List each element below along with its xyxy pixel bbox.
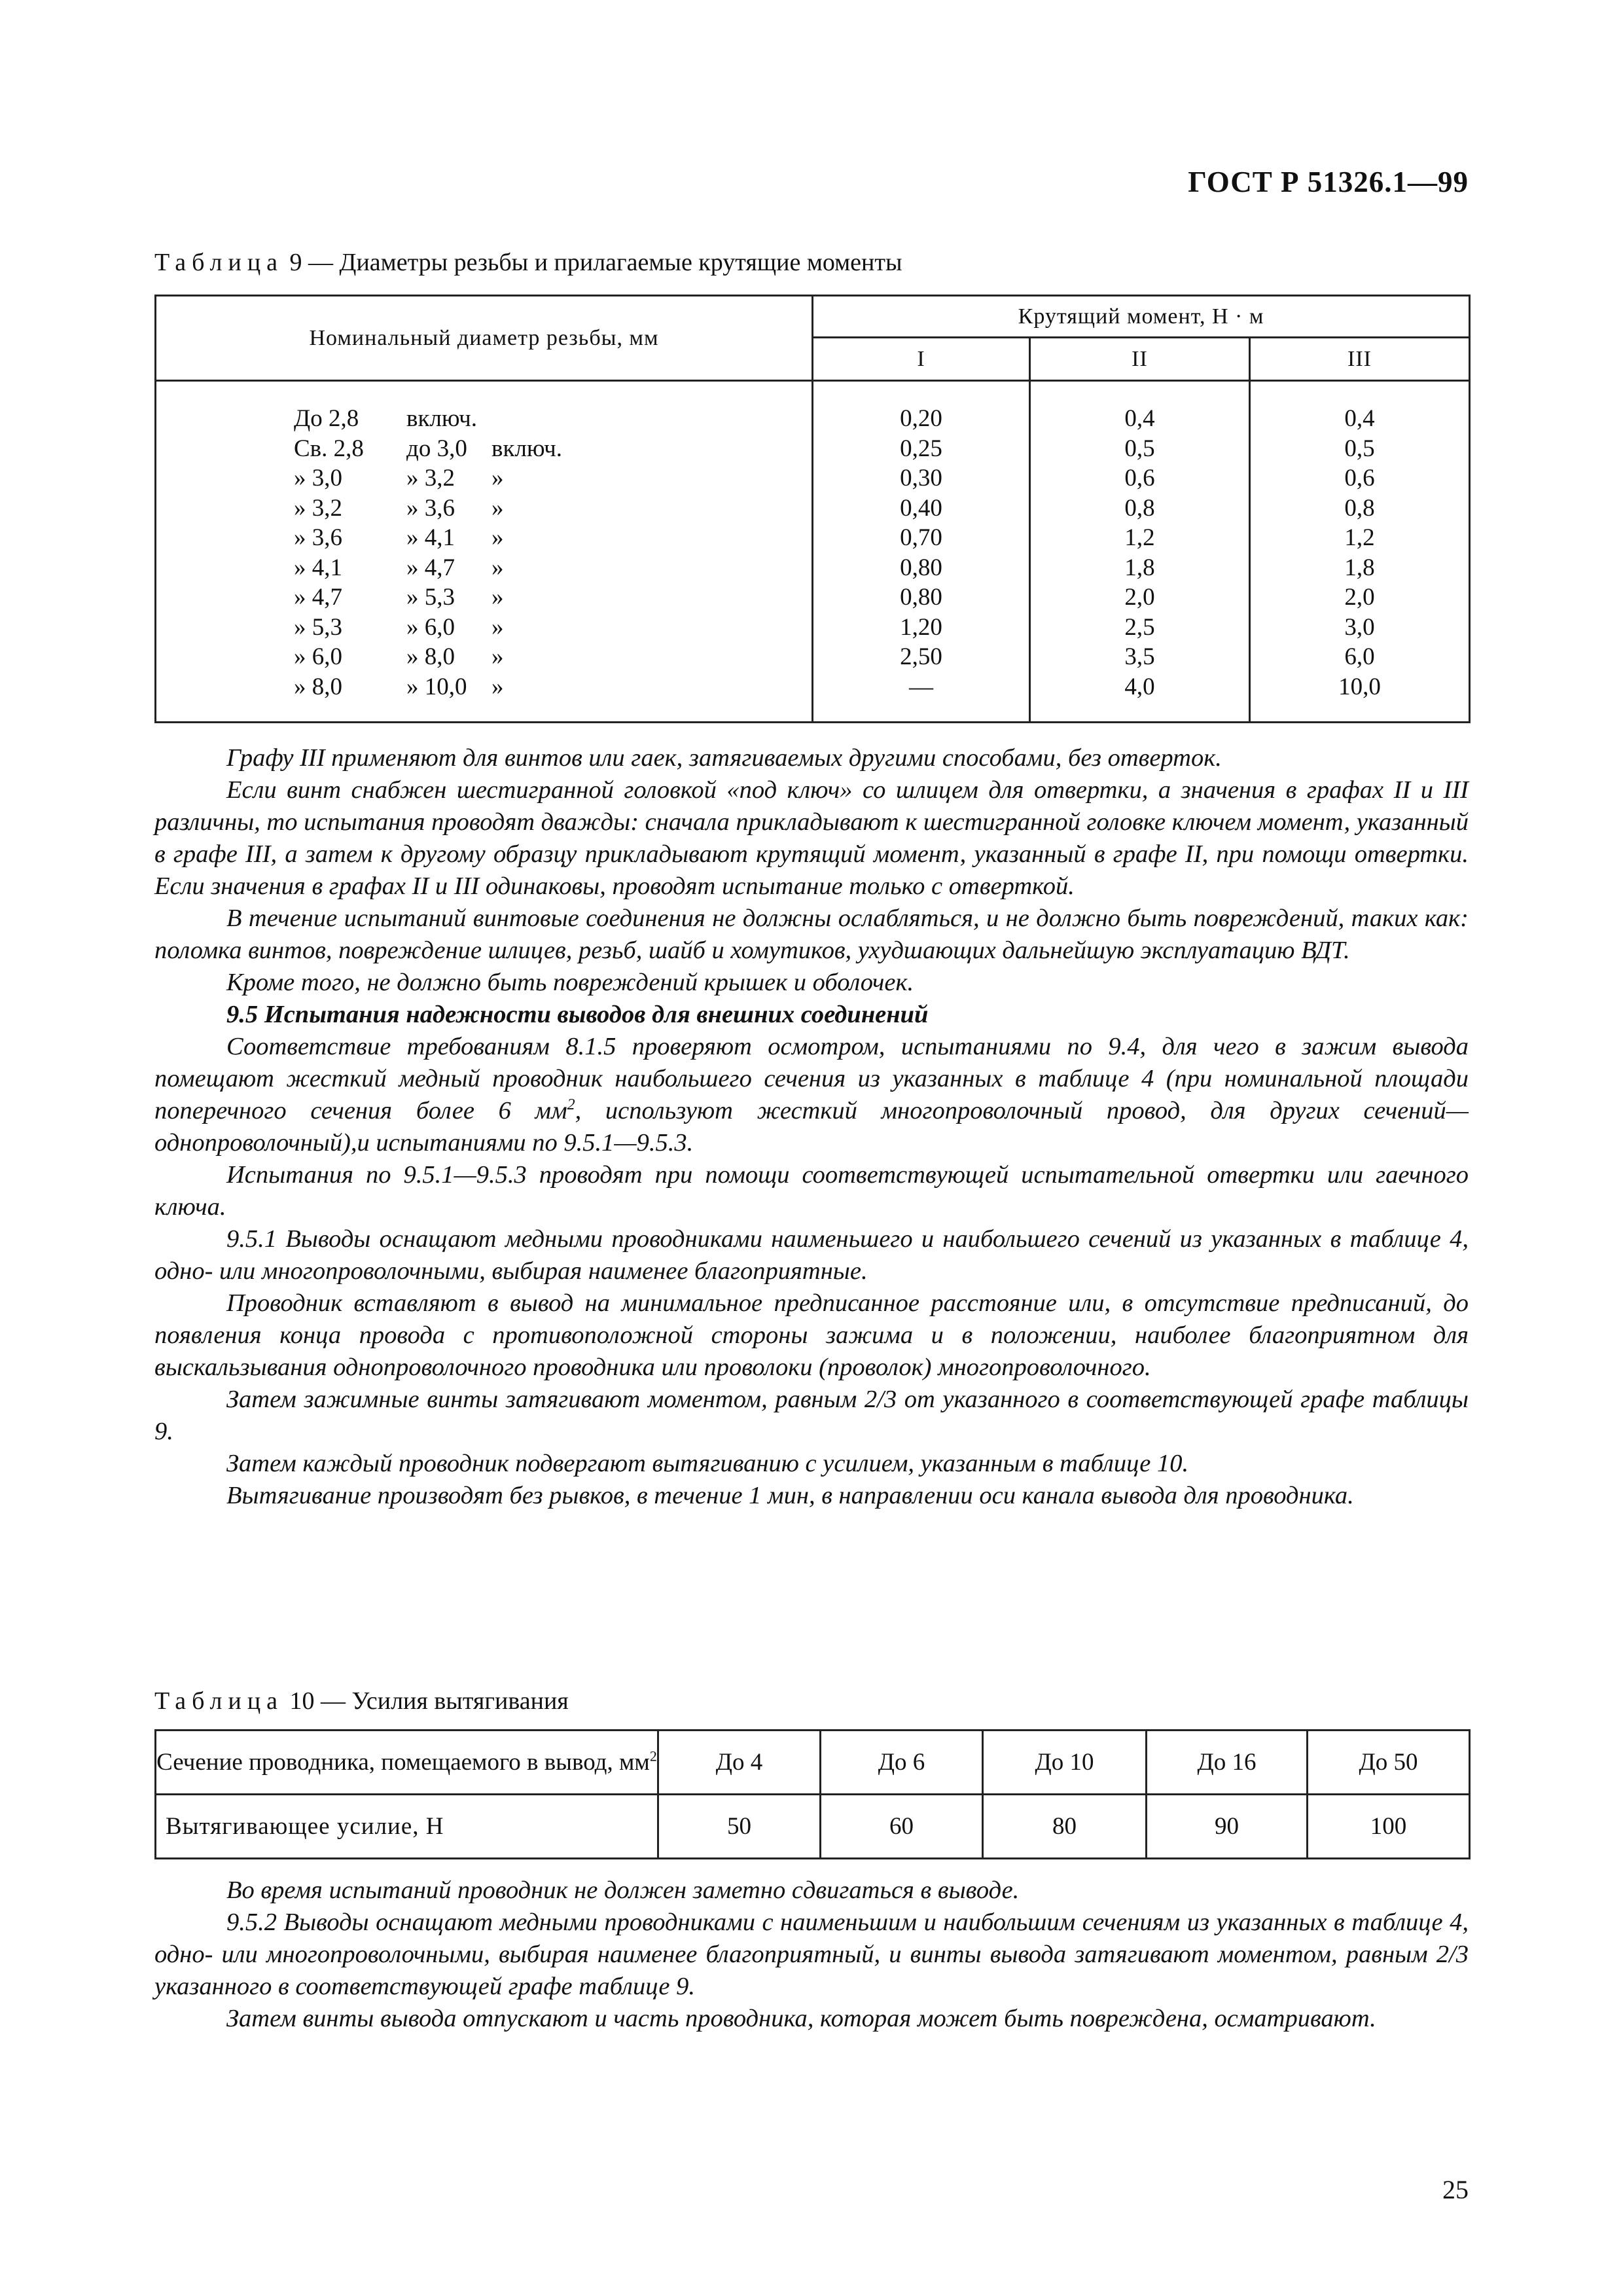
torque-value: 3,0	[1344, 613, 1375, 641]
table10-section-cell: До 10	[983, 1731, 1147, 1795]
torque-value: 1,2	[1124, 524, 1155, 551]
table10-force-cell: 60	[821, 1795, 983, 1859]
diameter-from: » 3,2	[294, 494, 342, 522]
torque-value: 0,40	[900, 494, 942, 522]
torque-value: 0,30	[900, 465, 942, 492]
diameter-row	[294, 672, 812, 702]
torque-value: 0,80	[900, 584, 942, 611]
table9-caption	[154, 247, 902, 278]
table9-col-3-values	[1250, 381, 1470, 723]
diameter-from: » 6,0	[294, 643, 342, 670]
diameter-row	[294, 493, 812, 524]
diameter-to: » 10,0	[406, 673, 467, 700]
paragraph: Кроме того, не должно быть повреждений крышек и оболочек.	[226, 969, 914, 996]
diameter-suffix: »	[491, 524, 504, 551]
table10-force-cell: 80	[983, 1795, 1147, 1859]
diameter-from: » 8,0	[294, 673, 342, 700]
diameter-to: » 3,2	[406, 465, 455, 492]
body-text	[154, 742, 1469, 1512]
paragraph: Если винт снабжен шестигранной головкой «под ключ» со шлицем для отвертки, а значения в графах II и III различны, то испытания проводят дважды: сначала прикладывают к шестигранной головке ключем момент, указанный в графе III, а затем к другому образцу прикладывают крутящий момент, указанный в графе II, при помощи отвертки. Если значения в графах II и III одинаковы, проводят испытание только с отверткой.	[154, 776, 1469, 900]
paragraph: В течение испытаний винтовые соединения не должны ослабляться, и не должно быть повреждений, таких как: поломка винтов, повреждение шлицев, резьб, шайб и хомутиков, ухудшающих дальнейшую эксплуатацию ВДТ.	[154, 905, 1469, 964]
torque-value: 1,2	[1344, 524, 1375, 551]
diameter-row	[294, 583, 812, 613]
table9	[154, 295, 1471, 723]
diameter-from: Св. 2,8	[294, 435, 364, 462]
table9-col-2-values	[1030, 381, 1250, 723]
table10-caption-text: 10 — Усилия вытягивания	[283, 1687, 569, 1715]
diameter-to: » 6,0	[406, 613, 455, 641]
torque-value: 0,6	[1344, 465, 1375, 492]
diameter-to: » 5,3	[406, 584, 455, 611]
paragraph: Затем винты вывода отпускают и часть проводника, которая может быть повреждена, осматривают.	[226, 2005, 1376, 2032]
diameter-row	[294, 613, 812, 643]
torque-value: —	[909, 673, 933, 700]
document-page	[154, 0, 1469, 2296]
diameter-row	[294, 404, 812, 434]
diameter-row	[294, 434, 812, 464]
torque-value: 0,8	[1344, 494, 1375, 522]
diameter-suffix: »	[491, 584, 504, 611]
table9-caption-prefix: Таблица	[154, 249, 284, 276]
diameter-from: До 2,8	[294, 405, 359, 432]
table10-section-label	[156, 1731, 658, 1795]
table10-section-cell: До 50	[1308, 1731, 1470, 1795]
torque-value: 6,0	[1344, 643, 1375, 670]
diameter-suffix: включ.	[491, 435, 563, 462]
diameter-from: » 3,0	[294, 465, 342, 492]
diameter-from: » 4,7	[294, 584, 342, 611]
torque-value: 0,6	[1124, 465, 1155, 492]
page-number: 25	[1442, 2175, 1469, 2204]
table10-section-cell: До 4	[658, 1731, 821, 1795]
table9-diameter-cell	[156, 381, 813, 723]
paragraph: Затем зажимные винты затягивают моментом, равным 2/3 от указанного в соответствующей графе таблицы 9.	[154, 1386, 1469, 1445]
table9-header-col-1: I	[813, 338, 1030, 381]
diameter-from: » 4,1	[294, 554, 342, 581]
paragraph: Проводник вставляют в вывод на минимальное предписанное расстояние или, в отсутствие предписаний, до появления конца провода с противоположной стороны зажима и в положении, наиболее благоприятном для выскальзывания однопроволочного проводника или проволоки (проволок) многопроволочного.	[154, 1289, 1469, 1381]
diameter-suffix: »	[491, 494, 504, 522]
paragraph	[154, 1031, 1469, 1159]
table10-force-cell: 100	[1308, 1795, 1470, 1859]
table10-caption	[154, 1686, 569, 1716]
torque-value: 2,5	[1124, 613, 1155, 641]
table9-header-torque: Крутящий момент, Н · м	[813, 296, 1470, 338]
diameter-row	[294, 463, 812, 493]
table10-caption-prefix: Таблица	[154, 1687, 284, 1715]
paragraph: Вытягивание производят без рывков, в течение 1 мин, в направлении оси канала вывода для проводника.	[226, 1482, 1354, 1509]
paragraph: Затем каждый проводник подвергают вытягиванию с усилием, указанным в таблице 10.	[226, 1450, 1189, 1477]
torque-value: 0,4	[1344, 405, 1375, 432]
table10-force-cell: 90	[1147, 1795, 1308, 1859]
torque-value: 0,4	[1124, 405, 1155, 432]
body-text-2	[154, 1874, 1469, 2035]
torque-value: 1,20	[900, 613, 942, 641]
document-id: ГОСТ Р 51326.1—99	[1188, 166, 1469, 198]
diameter-from: » 5,3	[294, 613, 342, 641]
paragraph: Испытания по 9.5.1—9.5.3 проводят при помощи соответствующей испытательной отвертки или гаечного ключа.	[154, 1161, 1469, 1221]
diameter-to: включ.	[406, 405, 478, 432]
table10-section-cell: До 6	[821, 1731, 983, 1795]
diameter-row	[294, 523, 812, 553]
paragraph: 9.5.2 Выводы оснащают медными проводниками с наименьшим и наибольшим сечениям из указанных в таблице 4, одно- или многопроволочными, выбирая наименее благоприятный, и винты вывода затягивают моментом, равным 2/3 указанного в соответствующей графе таблице 9.	[154, 1909, 1469, 2000]
superscript: 2	[567, 1096, 575, 1114]
torque-value: 1,8	[1344, 554, 1375, 581]
torque-value: 0,8	[1124, 494, 1155, 522]
diameter-to: » 3,6	[406, 494, 455, 522]
table10-section-cell: До 16	[1147, 1731, 1308, 1795]
diameter-suffix: »	[491, 613, 504, 641]
table9-header-col-2: II	[1030, 338, 1250, 381]
table10-force-cell: 50	[658, 1795, 821, 1859]
torque-value: 1,8	[1124, 554, 1155, 581]
diameter-from: » 3,6	[294, 524, 342, 551]
table9-header-diameter: Номинальный диаметр резьбы, мм	[156, 296, 813, 381]
torque-value: 10,0	[1338, 673, 1381, 700]
diameter-suffix: »	[491, 554, 504, 581]
diameter-row	[294, 642, 812, 672]
table10	[154, 1729, 1471, 1859]
diameter-row	[294, 553, 812, 583]
torque-value: 0,70	[900, 524, 942, 551]
torque-value: 0,5	[1124, 435, 1155, 462]
torque-value: 2,0	[1124, 584, 1155, 611]
torque-value: 2,50	[900, 643, 942, 670]
torque-value: 2,0	[1344, 584, 1375, 611]
table10-force-label: Вытягивающее усилие, Н	[156, 1795, 658, 1859]
torque-value: 0,5	[1344, 435, 1375, 462]
section-heading: 9.5 Испытания надежности выводов для внешних соединений	[226, 1001, 929, 1028]
torque-value: 0,20	[900, 405, 942, 432]
table9-caption-text: 9 — Диаметры резьбы и прилагаемые крутящие моменты	[283, 249, 902, 276]
paragraph: Графу III применяют для винтов или гаек, затягиваемых другими способами, без отверток.	[226, 744, 1222, 772]
torque-value: 0,80	[900, 554, 942, 581]
paragraph: 9.5.1 Выводы оснащают медными проводниками наименьшего и наибольшего сечений из указанных в таблице 4, одно- или многопроволочными, выбирая наименее благоприятные.	[154, 1225, 1469, 1285]
paragraph-part: Соответствие требованиям 8.1.5 проверяют осмотром, испытаниями по 9.4, для чего в зажим вывода помещают жесткий медный проводник наибольшего сечения из указанных в таблице 4 (при номинальной площади поперечного сечения более 6 мм	[154, 1033, 1469, 1124]
diameter-to: до 3,0	[406, 435, 467, 462]
torque-value: 3,5	[1124, 643, 1155, 670]
diameter-to: » 8,0	[406, 643, 455, 670]
paragraph-part: , используют жесткий многопроволочный провод, для других сечений— однопроволочный),и испытаниями по 9.5.1—9.5.3.	[154, 1097, 1469, 1157]
diameter-suffix: »	[491, 673, 504, 700]
diameter-suffix: »	[491, 465, 504, 492]
table9-header-col-3: III	[1250, 338, 1470, 381]
table9-col-1-values	[813, 381, 1030, 723]
torque-value: 4,0	[1124, 673, 1155, 700]
diameter-suffix: »	[491, 643, 504, 670]
diameter-to: » 4,7	[406, 554, 455, 581]
torque-value: 0,25	[900, 435, 942, 462]
paragraph: Во время испытаний проводник не должен заметно сдвигаться в выводе.	[226, 1876, 1020, 1904]
superscript: 2	[649, 1748, 657, 1765]
section-label-text: Сечение проводника, помещаемого в вывод, мм	[156, 1748, 650, 1776]
diameter-to: » 4,1	[406, 524, 455, 551]
